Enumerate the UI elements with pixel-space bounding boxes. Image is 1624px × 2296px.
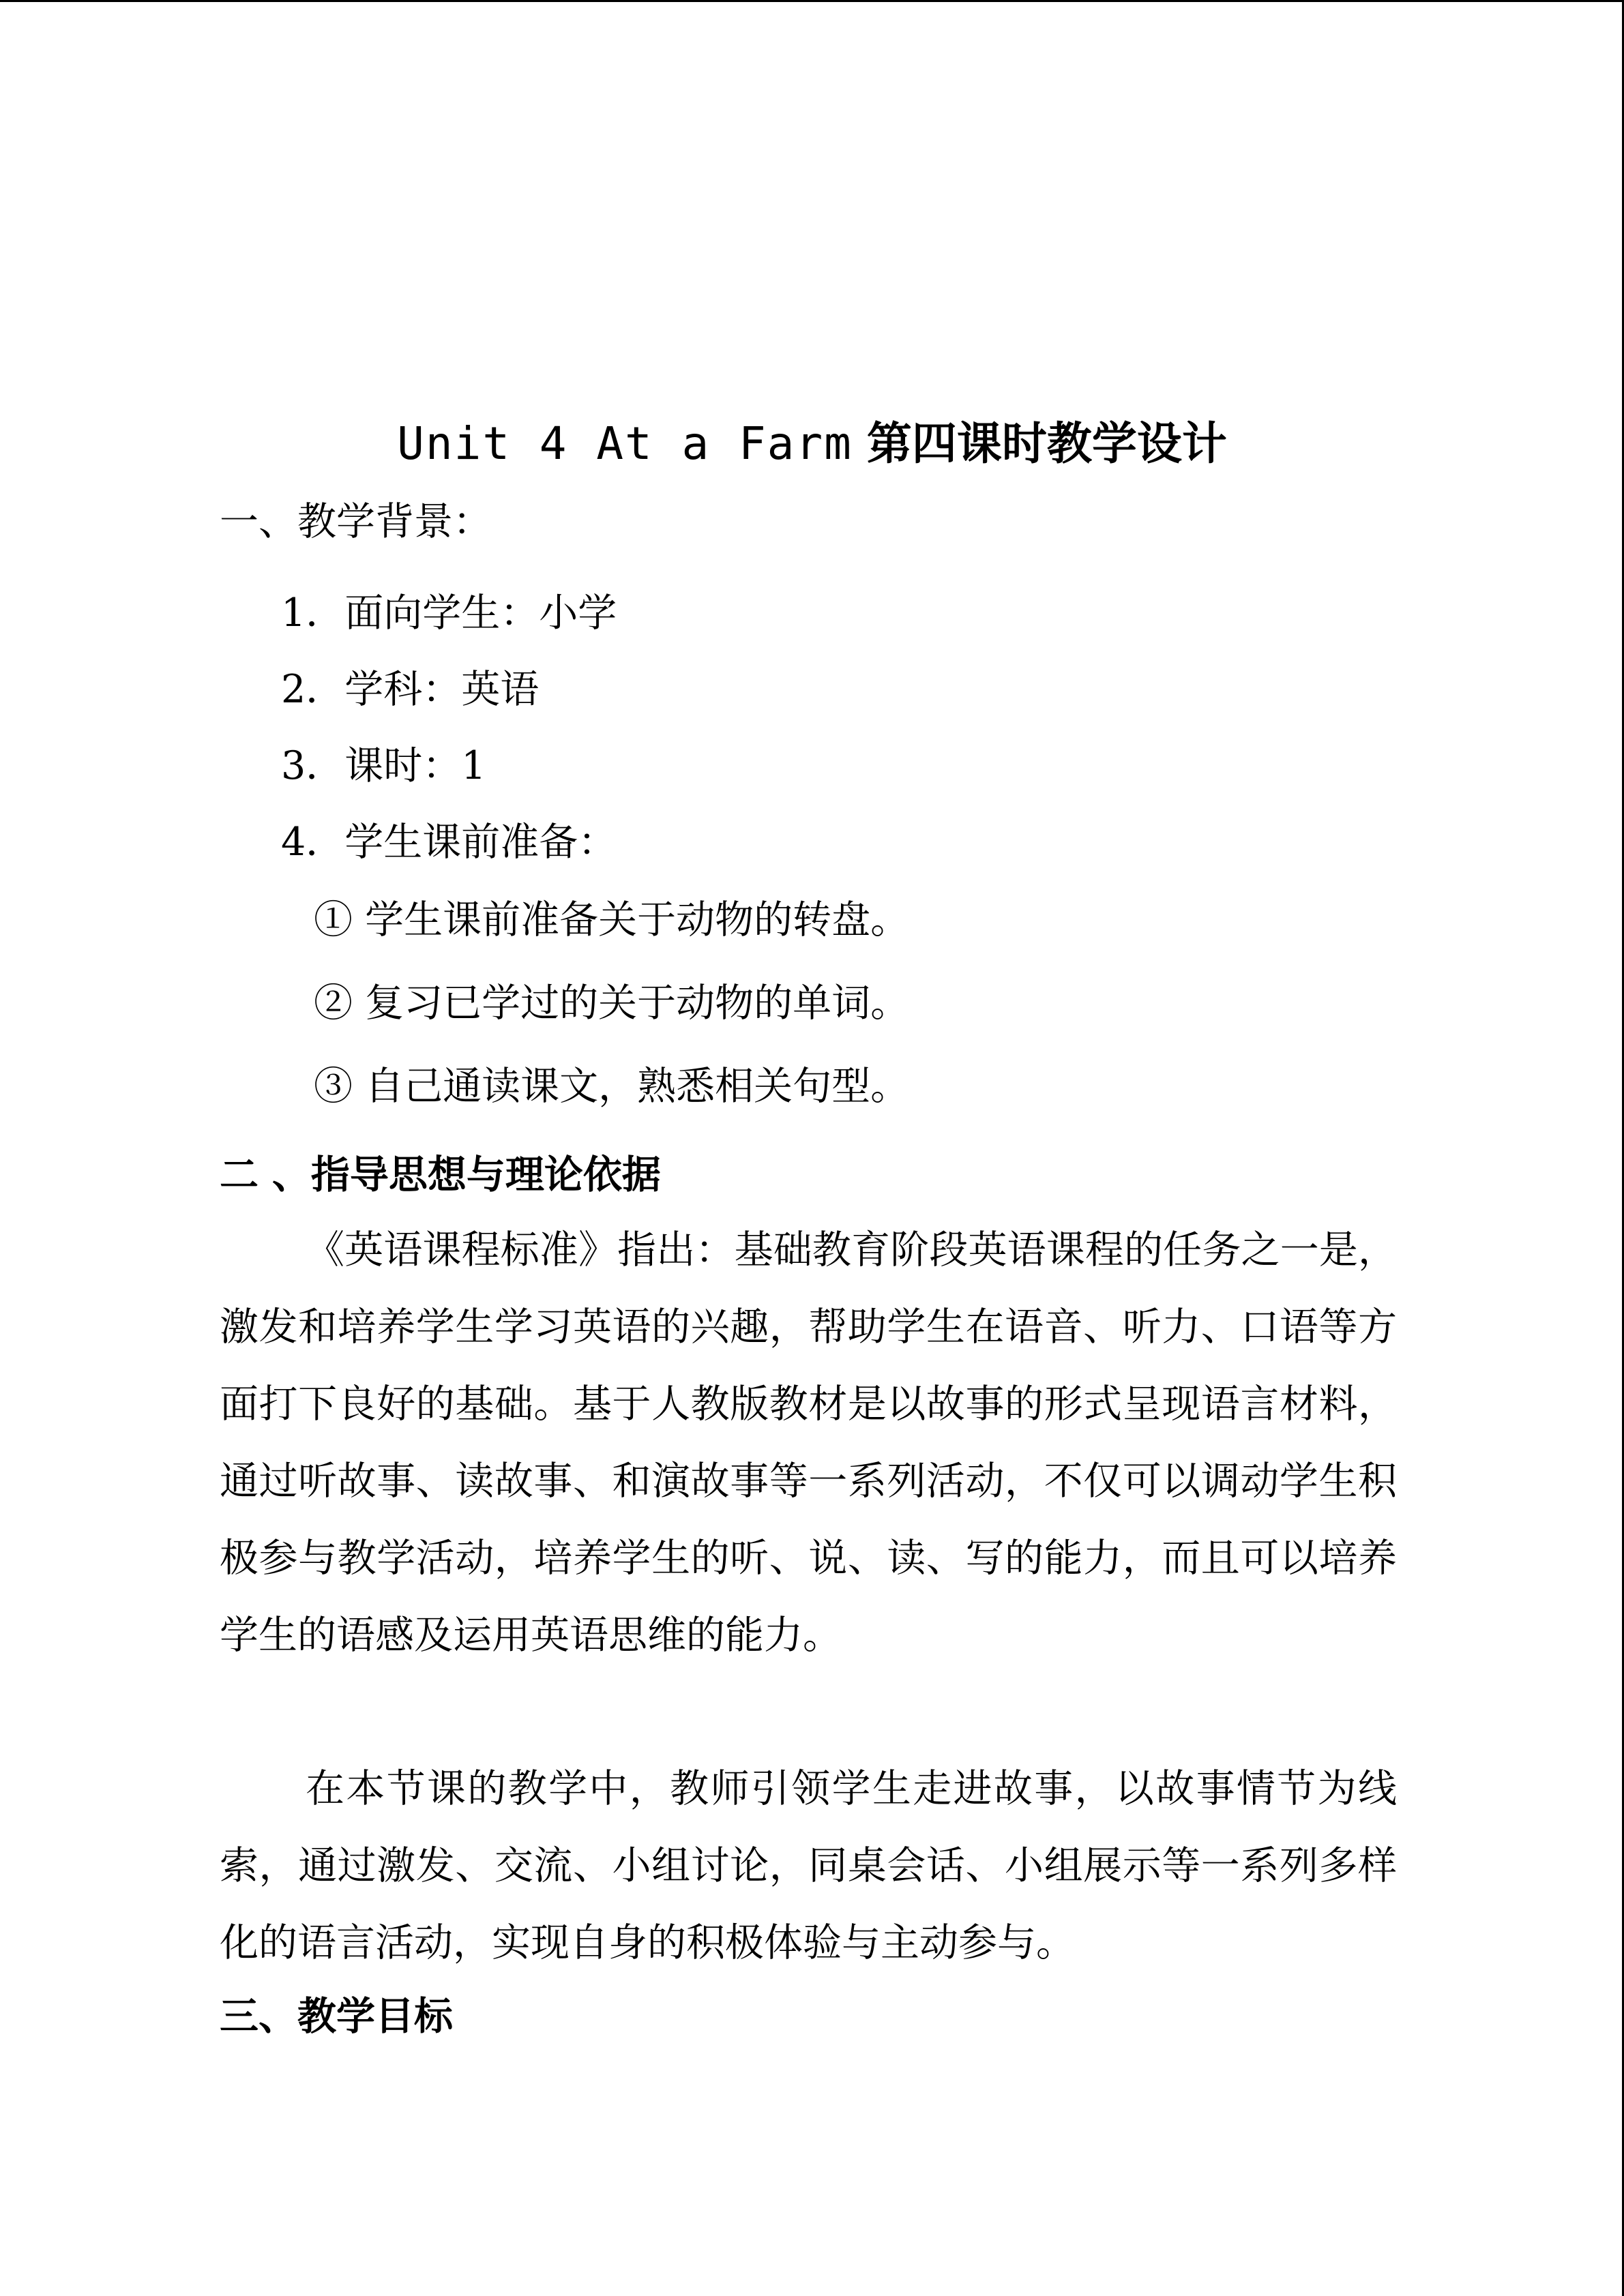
background-item-subject: 2．学科：英语 — [281, 667, 540, 712]
section-2-heading: 二 、指导思想与理论依据 — [220, 1152, 661, 1197]
background-item-preparation: 4．学生课前准备： — [281, 820, 617, 865]
theory-paragraph-1: 《英语课程标准》指出：基础教育阶段英语课程的任务之一是，激发和培养学生学习英语的兴趣，帮助学生在语音、听力、口语等方面打下良好的基础。基于人教版教材是以故事的形式呈现语言材料，通过听故事、读故事、和演故事等一系列活动，不仅可以调动学生积极参与教学活动，培养学生的听、说、读、写的能力，而且可以培养学生的语感及运用英语思维的能力。 — [220, 1227, 1397, 1658]
background-item-audience: 1．面向学生：小学 — [281, 591, 617, 636]
title-chinese: 第四课时教学设计 — [866, 417, 1227, 470]
background-item-periods: 3．课时：1 — [281, 743, 486, 788]
preparation-subitem-2: ② 复习已学过的关于动物的单词。 — [314, 981, 910, 1026]
section-3-heading: 三、教学目标 — [220, 1994, 453, 2039]
title-english: Unit 4 At a Farm — [397, 417, 853, 470]
theory-paragraph-2: 在本节课的教学中，教师引领学生走进故事，以故事情节为线索，通过激发、交流、小组讨论，同桌会话、小组展示等一系列多样化的语言活动，实现自身的积极体验与主动参与。 — [220, 1766, 1397, 1965]
preparation-subitem-1: ① 学生课前准备关于动物的转盘。 — [314, 897, 910, 942]
document-title — [0, 410, 1624, 478]
section-1-heading: 一、教学背景： — [220, 499, 492, 544]
preparation-subitem-3: ③ 自己通读课文，熟悉相关句型。 — [314, 1064, 910, 1109]
